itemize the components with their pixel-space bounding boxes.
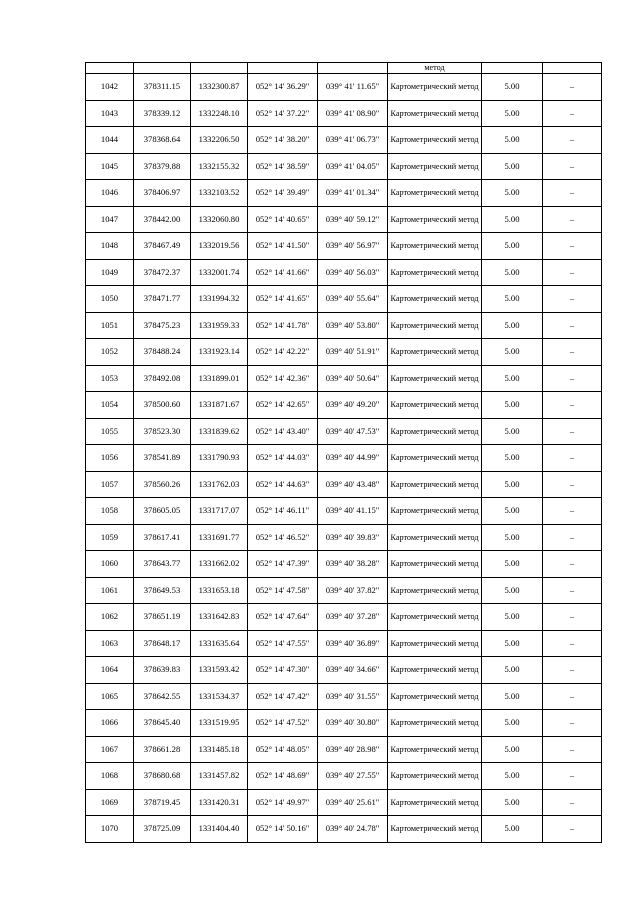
table-row — [86, 445, 602, 472]
cell-longitude: 039° 40' 36.89" — [318, 630, 388, 657]
cell-x: 378492.08 — [134, 365, 191, 392]
cell-point-number: 1057 — [86, 471, 134, 498]
cell-method: Картометрический метод — [388, 286, 482, 313]
cell-accuracy: 5.00 — [482, 710, 543, 737]
cell-method: Картометрический метод — [388, 551, 482, 578]
cell-accuracy: 5.00 — [482, 604, 543, 631]
cell-point-number: 1060 — [86, 551, 134, 578]
cell-note: – — [543, 657, 602, 684]
cell-accuracy: 5.00 — [482, 312, 543, 339]
cell-point-number: 1068 — [86, 763, 134, 790]
cell-accuracy: 5.00 — [482, 74, 543, 101]
cell-method: Картометрический метод — [388, 206, 482, 233]
cell-note: – — [543, 100, 602, 127]
cell-y: 1331790.93 — [191, 445, 248, 472]
cell-method: Картометрический метод — [388, 816, 482, 843]
cell-method: Картометрический метод — [388, 604, 482, 631]
cell-method: Картометрический метод — [388, 577, 482, 604]
cell-note: – — [543, 763, 602, 790]
cell-x: 378475.23 — [134, 312, 191, 339]
table-row — [86, 312, 602, 339]
cell-point-number: 1058 — [86, 498, 134, 525]
cell-latitude: 052° 14' 48.05" — [248, 736, 318, 763]
cell-longitude: 039° 40' 59.12" — [318, 206, 388, 233]
cell-y: 1331635.64 — [191, 630, 248, 657]
table-row — [86, 604, 602, 631]
table-row — [86, 577, 602, 604]
cell-longitude: 039° 40' 37.82" — [318, 577, 388, 604]
cell-method: Картометрический метод — [388, 763, 482, 790]
table-row — [86, 816, 602, 843]
cell-latitude: 052° 14' 42.22" — [248, 339, 318, 366]
cell-y: 1332001.74 — [191, 259, 248, 286]
table-row — [86, 180, 602, 207]
cell-accuracy: 5.00 — [482, 418, 543, 445]
cell-x: 378680.68 — [134, 763, 191, 790]
cell-latitude: 052° 14' 49.97" — [248, 789, 318, 816]
cell-method: Картометрический метод — [388, 392, 482, 419]
table-row — [86, 392, 602, 419]
cell-note: – — [543, 180, 602, 207]
cell-longitude: 039° 41' 11.65" — [318, 74, 388, 101]
cell-method: Картометрический метод — [388, 259, 482, 286]
cell-accuracy: 5.00 — [482, 127, 543, 154]
cell-y: 1331762.03 — [191, 471, 248, 498]
cell-accuracy: 5.00 — [482, 789, 543, 816]
cell-x: 378488.24 — [134, 339, 191, 366]
cell-note: – — [543, 74, 602, 101]
cell-point-number: 1070 — [86, 816, 134, 843]
cell-x: 378642.55 — [134, 683, 191, 710]
table-row — [86, 710, 602, 737]
cell-longitude: 039° 40' 38.28" — [318, 551, 388, 578]
cell-method: Картометрический метод — [388, 657, 482, 684]
cell-y: 1331839.62 — [191, 418, 248, 445]
cell-y: 1331871.67 — [191, 392, 248, 419]
cell-x: 378523.30 — [134, 418, 191, 445]
cell-accuracy: 5.00 — [482, 206, 543, 233]
table-row — [86, 286, 602, 313]
cell-longitude — [318, 63, 388, 74]
table-row — [86, 365, 602, 392]
cell-x: 378379.88 — [134, 153, 191, 180]
table-row — [86, 657, 602, 684]
cell-y: 1331534.37 — [191, 683, 248, 710]
cell-method: Картометрический метод — [388, 524, 482, 551]
cell-point-number: 1050 — [86, 286, 134, 313]
cell-accuracy: 5.00 — [482, 551, 543, 578]
coordinates-table-container — [85, 62, 601, 843]
cell-x: 378648.17 — [134, 630, 191, 657]
cell-note: – — [543, 445, 602, 472]
cell-method: Картометрический метод — [388, 471, 482, 498]
table-row — [86, 789, 602, 816]
cell-longitude: 039° 40' 24.78" — [318, 816, 388, 843]
cell-method: Картометрический метод — [388, 153, 482, 180]
cell-latitude: 052° 14' 47.58" — [248, 577, 318, 604]
cell-x: 378541.89 — [134, 445, 191, 472]
cell-accuracy: 5.00 — [482, 259, 543, 286]
cell-x: 378471.77 — [134, 286, 191, 313]
cell-latitude: 052° 14' 47.30" — [248, 657, 318, 684]
cell-method: Картометрический метод — [388, 127, 482, 154]
cell-accuracy: 5.00 — [482, 392, 543, 419]
cell-point-number: 1049 — [86, 259, 134, 286]
cell-x: 378560.26 — [134, 471, 191, 498]
cell-point-number: 1067 — [86, 736, 134, 763]
cell-y: 1331653.18 — [191, 577, 248, 604]
cell-method: Картометрический метод — [388, 180, 482, 207]
cell-note: – — [543, 604, 602, 631]
table-row — [86, 233, 602, 260]
cell-latitude: 052° 14' 37.22" — [248, 100, 318, 127]
cell-point-number: 1042 — [86, 74, 134, 101]
cell-y: 1332060.80 — [191, 206, 248, 233]
cell-latitude: 052° 14' 47.42" — [248, 683, 318, 710]
cell-point-number: 1059 — [86, 524, 134, 551]
cell-method: Картометрический метод — [388, 498, 482, 525]
cell-y: 1331994.32 — [191, 286, 248, 313]
cell-accuracy: 5.00 — [482, 524, 543, 551]
table-row — [86, 551, 602, 578]
cell-latitude: 052° 14' 47.52" — [248, 710, 318, 737]
cell-note: – — [543, 286, 602, 313]
cell-method: Картометрический метод — [388, 630, 482, 657]
cell-latitude: 052° 14' 47.39" — [248, 551, 318, 578]
cell-point-number: 1055 — [86, 418, 134, 445]
cell-longitude: 039° 40' 49.20" — [318, 392, 388, 419]
cell-x: 378442.00 — [134, 206, 191, 233]
cell-y: 1332206.50 — [191, 127, 248, 154]
cell-y: 1331691.77 — [191, 524, 248, 551]
cell-accuracy: 5.00 — [482, 683, 543, 710]
cell-latitude: 052° 14' 44.63" — [248, 471, 318, 498]
cell-y: 1331519.95 — [191, 710, 248, 737]
cell-note: – — [543, 339, 602, 366]
cell-latitude: 052° 14' 41.78" — [248, 312, 318, 339]
cell-x: 378617.41 — [134, 524, 191, 551]
cell-latitude: 052° 14' 36.29" — [248, 74, 318, 101]
cell-accuracy: 5.00 — [482, 100, 543, 127]
cell-method: Картометрический метод — [388, 789, 482, 816]
cell-note: – — [543, 577, 602, 604]
cell-y: 1332019.56 — [191, 233, 248, 260]
table-row — [86, 498, 602, 525]
cell-accuracy: 5.00 — [482, 180, 543, 207]
cell-y — [191, 63, 248, 74]
cell-longitude: 039° 41' 01.34" — [318, 180, 388, 207]
cell-point-number: 1053 — [86, 365, 134, 392]
cell-method: Картометрический метод — [388, 339, 482, 366]
cell-method: Картометрический метод — [388, 365, 482, 392]
cell-x: 378605.05 — [134, 498, 191, 525]
cell-accuracy: 5.00 — [482, 153, 543, 180]
cell-longitude: 039° 41' 04.05" — [318, 153, 388, 180]
cell-note: – — [543, 206, 602, 233]
cell-y: 1332248.10 — [191, 100, 248, 127]
cell-accuracy: 5.00 — [482, 445, 543, 472]
cell-longitude: 039° 40' 53.80" — [318, 312, 388, 339]
table-row — [86, 471, 602, 498]
cell-longitude: 039° 40' 31.55" — [318, 683, 388, 710]
cell-latitude: 052° 14' 50.16" — [248, 816, 318, 843]
cell-note: – — [543, 259, 602, 286]
cell-accuracy: 5.00 — [482, 498, 543, 525]
cell-y: 1331662.02 — [191, 551, 248, 578]
cell-accuracy — [482, 63, 543, 74]
cell-latitude: 052° 14' 38.59" — [248, 153, 318, 180]
cell-latitude: 052° 14' 42.36" — [248, 365, 318, 392]
cell-point-number — [86, 63, 134, 74]
table-row — [86, 683, 602, 710]
cell-latitude: 052° 14' 39.49" — [248, 180, 318, 207]
cell-note: – — [543, 392, 602, 419]
cell-y: 1331457.82 — [191, 763, 248, 790]
cell-latitude: 052° 14' 46.11" — [248, 498, 318, 525]
table-row — [86, 630, 602, 657]
cell-longitude: 039° 40' 28.98" — [318, 736, 388, 763]
cell-point-number: 1051 — [86, 312, 134, 339]
cell-latitude: 052° 14' 44.03" — [248, 445, 318, 472]
cell-accuracy: 5.00 — [482, 233, 543, 260]
cell-method: Картометрический метод — [388, 445, 482, 472]
cell-y: 1331485.18 — [191, 736, 248, 763]
cell-x: 378651.19 — [134, 604, 191, 631]
cell-method: Картометрический метод — [388, 736, 482, 763]
cell-longitude: 039° 41' 06.73" — [318, 127, 388, 154]
cell-x: 378725.09 — [134, 816, 191, 843]
cell-note: – — [543, 551, 602, 578]
cell-y: 1331717.07 — [191, 498, 248, 525]
cell-note: – — [543, 127, 602, 154]
cell-x: 378467.49 — [134, 233, 191, 260]
cell-note: – — [543, 498, 602, 525]
cell-note: – — [543, 471, 602, 498]
cell-x: 378406.97 — [134, 180, 191, 207]
cell-latitude: 052° 14' 40.65" — [248, 206, 318, 233]
cell-note: – — [543, 524, 602, 551]
cell-y: 1332300.87 — [191, 74, 248, 101]
cell-x: 378639.83 — [134, 657, 191, 684]
cell-note: – — [543, 312, 602, 339]
cell-note — [543, 63, 602, 74]
cell-y: 1332103.52 — [191, 180, 248, 207]
cell-accuracy: 5.00 — [482, 577, 543, 604]
cell-longitude: 039° 40' 56.03" — [318, 259, 388, 286]
cell-note: – — [543, 789, 602, 816]
cell-y: 1331923.14 — [191, 339, 248, 366]
cell-accuracy: 5.00 — [482, 763, 543, 790]
cell-method: Картометрический метод — [388, 100, 482, 127]
cell-point-number: 1048 — [86, 233, 134, 260]
cell-longitude: 039° 40' 55.64" — [318, 286, 388, 313]
table-row — [86, 259, 602, 286]
cell-note: – — [543, 153, 602, 180]
cell-x: 378719.45 — [134, 789, 191, 816]
cell-latitude: 052° 14' 42.65" — [248, 392, 318, 419]
cell-point-number: 1064 — [86, 657, 134, 684]
cell-y: 1331420.31 — [191, 789, 248, 816]
cell-x: 378472.37 — [134, 259, 191, 286]
cell-longitude: 039° 40' 34.66" — [318, 657, 388, 684]
cell-accuracy: 5.00 — [482, 816, 543, 843]
cell-accuracy: 5.00 — [482, 365, 543, 392]
cell-point-number: 1047 — [86, 206, 134, 233]
cell-point-number: 1061 — [86, 577, 134, 604]
cell-latitude: 052° 14' 48.69" — [248, 763, 318, 790]
cell-point-number: 1065 — [86, 683, 134, 710]
cell-note: – — [543, 630, 602, 657]
cell-method: Картометрический метод — [388, 74, 482, 101]
cell-longitude: 039° 40' 47.53" — [318, 418, 388, 445]
cell-accuracy: 5.00 — [482, 630, 543, 657]
cell-longitude: 039° 40' 37.28" — [318, 604, 388, 631]
cell-point-number: 1054 — [86, 392, 134, 419]
cell-latitude: 052° 14' 46.52" — [248, 524, 318, 551]
table-row — [86, 736, 602, 763]
cell-x: 378311.15 — [134, 74, 191, 101]
cell-longitude: 039° 40' 41.15" — [318, 498, 388, 525]
cell-latitude: 052° 14' 41.50" — [248, 233, 318, 260]
cell-method: метод — [388, 63, 482, 74]
cell-accuracy: 5.00 — [482, 286, 543, 313]
cell-longitude: 039° 40' 27.55" — [318, 763, 388, 790]
cell-point-number: 1069 — [86, 789, 134, 816]
table-row — [86, 206, 602, 233]
cell-x: 378368.64 — [134, 127, 191, 154]
cell-method: Картометрический метод — [388, 312, 482, 339]
cell-accuracy: 5.00 — [482, 471, 543, 498]
cell-method: Картометрический метод — [388, 710, 482, 737]
cell-longitude: 039° 40' 44.99" — [318, 445, 388, 472]
cell-longitude: 039° 40' 39.83" — [318, 524, 388, 551]
table-row — [86, 763, 602, 790]
cell-point-number: 1044 — [86, 127, 134, 154]
cell-point-number: 1056 — [86, 445, 134, 472]
cell-point-number: 1062 — [86, 604, 134, 631]
cell-longitude: 039° 40' 30.80" — [318, 710, 388, 737]
table-body — [86, 63, 602, 843]
cell-latitude: 052° 14' 47.64" — [248, 604, 318, 631]
cell-longitude: 039° 40' 50.64" — [318, 365, 388, 392]
cell-longitude: 039° 40' 51.91" — [318, 339, 388, 366]
cell-note: – — [543, 710, 602, 737]
cell-x: 378645.40 — [134, 710, 191, 737]
cell-note: – — [543, 816, 602, 843]
cell-y: 1331959.33 — [191, 312, 248, 339]
cell-y: 1332155.32 — [191, 153, 248, 180]
continued-row — [86, 63, 602, 74]
cell-point-number: 1046 — [86, 180, 134, 207]
cell-latitude: 052° 14' 41.66" — [248, 259, 318, 286]
cell-latitude: 052° 14' 43.40" — [248, 418, 318, 445]
cell-point-number: 1066 — [86, 710, 134, 737]
cell-note: – — [543, 683, 602, 710]
coordinates-table — [85, 62, 602, 843]
cell-x — [134, 63, 191, 74]
table-row — [86, 524, 602, 551]
cell-accuracy: 5.00 — [482, 339, 543, 366]
cell-note: – — [543, 736, 602, 763]
cell-longitude: 039° 41' 08.90" — [318, 100, 388, 127]
table-row — [86, 100, 602, 127]
table-row — [86, 74, 602, 101]
cell-longitude: 039° 40' 56.97" — [318, 233, 388, 260]
cell-x: 378500.60 — [134, 392, 191, 419]
cell-point-number: 1045 — [86, 153, 134, 180]
table-row — [86, 418, 602, 445]
cell-longitude: 039° 40' 25.61" — [318, 789, 388, 816]
cell-x: 378661.28 — [134, 736, 191, 763]
cell-note: – — [543, 233, 602, 260]
cell-y: 1331642.83 — [191, 604, 248, 631]
cell-x: 378649.53 — [134, 577, 191, 604]
cell-y: 1331404.40 — [191, 816, 248, 843]
cell-latitude — [248, 63, 318, 74]
cell-method: Картометрический метод — [388, 683, 482, 710]
cell-latitude: 052° 14' 47.55" — [248, 630, 318, 657]
cell-accuracy: 5.00 — [482, 657, 543, 684]
cell-accuracy: 5.00 — [482, 736, 543, 763]
cell-method: Картометрический метод — [388, 418, 482, 445]
cell-latitude: 052° 14' 38.20" — [248, 127, 318, 154]
cell-x: 378339.12 — [134, 100, 191, 127]
cell-y: 1331593.42 — [191, 657, 248, 684]
cell-latitude: 052° 14' 41.65" — [248, 286, 318, 313]
cell-note: – — [543, 365, 602, 392]
cell-point-number: 1052 — [86, 339, 134, 366]
cell-note: – — [543, 418, 602, 445]
cell-longitude: 039° 40' 43.48" — [318, 471, 388, 498]
table-row — [86, 127, 602, 154]
cell-point-number: 1063 — [86, 630, 134, 657]
cell-method: Картометрический метод — [388, 233, 482, 260]
table-row — [86, 339, 602, 366]
cell-y: 1331899.01 — [191, 365, 248, 392]
cell-x: 378643.77 — [134, 551, 191, 578]
table-row — [86, 153, 602, 180]
cell-point-number: 1043 — [86, 100, 134, 127]
